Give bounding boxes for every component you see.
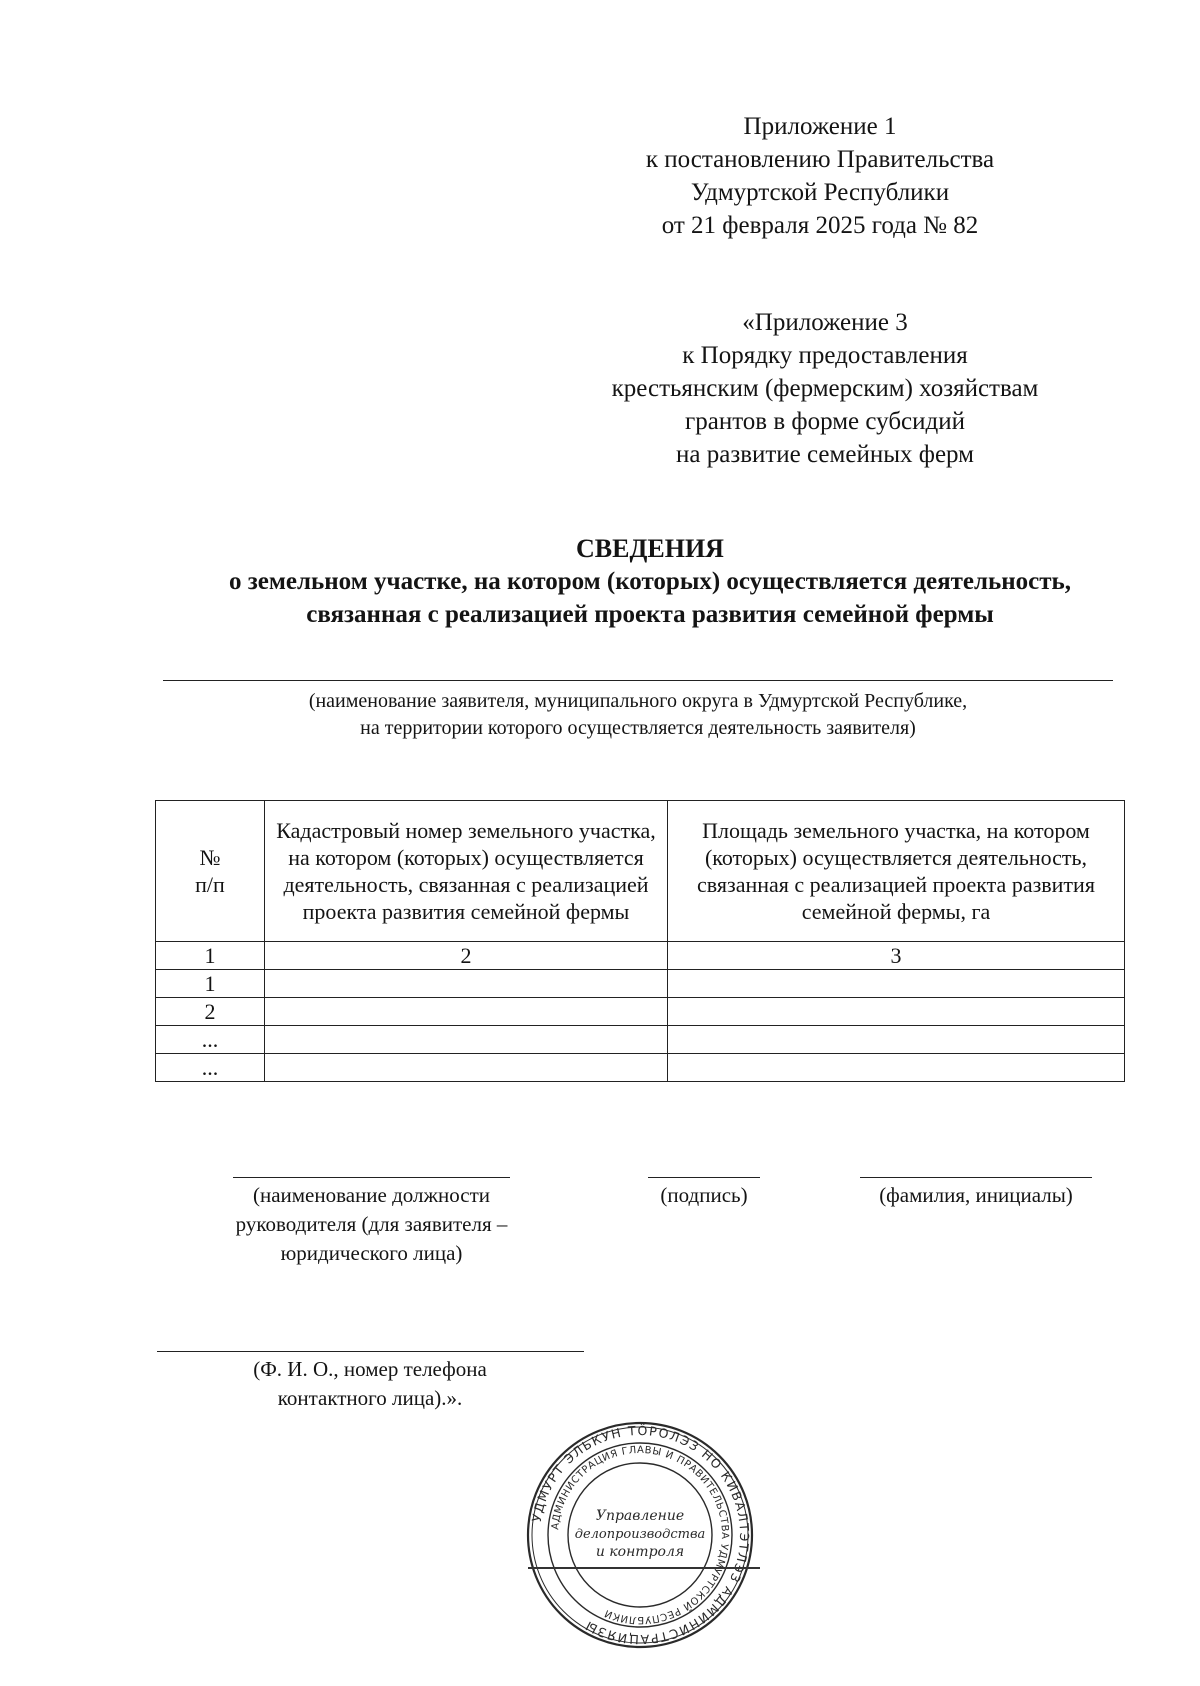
appendix-3-header xyxy=(560,306,1090,471)
title-line-1: о земельном участке, на котором (которых) осуществляется деятельность, xyxy=(229,568,1071,595)
applicant-caption-line-1: (наименование заявителя, муниципального округа в Удмуртской Республике, xyxy=(308,690,968,712)
appendix-1-header xyxy=(570,110,1070,242)
position-caption xyxy=(213,1181,530,1268)
stamp-outer-text: УДМУРТ ЭЛЬКУН ТÖРОЛЭЗ НО КИВАЛТЭТЛЭЗ АДМИНИСТРАЦИЯЗЫ xyxy=(528,1422,753,1648)
row-number-cell: ... xyxy=(156,1026,265,1054)
position-caption-line: юридического лица) xyxy=(280,1241,463,1265)
appendix-3-line: грантов в форме субсидий xyxy=(684,408,966,435)
position-caption-line: (наименование должности xyxy=(252,1183,491,1207)
appendix-1-line: к постановлению Правительства xyxy=(645,146,995,173)
table-row xyxy=(156,970,1125,998)
cadastral-cell xyxy=(265,970,668,998)
appendix-1-line: Приложение 1 xyxy=(743,113,897,140)
appendix-1-line: от 21 февраля 2025 года № 82 xyxy=(661,212,979,239)
title-line-2: связанная с реализацией проекта развития семейной фермы xyxy=(306,601,994,628)
column-number-row xyxy=(156,942,1125,970)
column-number-cell: 2 xyxy=(265,942,668,970)
position-fill-line xyxy=(233,1177,510,1178)
position-caption-line: руководителя (для заявителя – xyxy=(235,1212,508,1236)
table-row xyxy=(156,998,1125,1026)
name-fill-line xyxy=(860,1177,1092,1178)
column-number-cell: 3 xyxy=(668,942,1125,970)
contact-caption-line: (Ф. И. О., номер телефона xyxy=(253,1357,487,1381)
table-row xyxy=(156,1026,1125,1054)
name-caption: (фамилия, инициалы) xyxy=(879,1183,1073,1207)
title-main: СВЕДЕНИЯ xyxy=(576,534,724,563)
header-cadastral-number: Кадастровый номер земельного участка, на котором (которых) осуществляется деятельность, связанная с реализацией проекта развития семейной фермы xyxy=(265,801,668,942)
stamp-center-line: делопроизводства xyxy=(574,1527,706,1542)
table-row xyxy=(156,1054,1125,1082)
appendix-3-line: крестьянским (фермерским) хозяйствам xyxy=(611,375,1039,402)
appendix-1-line: Удмуртской Республики xyxy=(690,179,950,206)
appendix-3-line: на развитие семейных ферм xyxy=(676,441,974,468)
applicant-fill-line xyxy=(163,680,1113,681)
contact-caption-line: контактного лица).». xyxy=(277,1386,463,1410)
stamp-strike-line xyxy=(528,1567,760,1569)
row-number-cell: 2 xyxy=(156,998,265,1026)
contact-fill-line xyxy=(157,1351,584,1352)
column-number-cell: 1 xyxy=(156,942,265,970)
official-stamp xyxy=(525,1420,755,1650)
cadastral-cell xyxy=(265,1026,668,1054)
stamp-inner-text: АДМИНИСТРАЦИЯ ГЛАВЫ И ПРАВИТЕЛЬСТВА УДМУРТСКОЙ РЕСПУБЛИКИ xyxy=(550,1444,731,1626)
appendix-3-line: к Порядку предоставления xyxy=(682,342,968,369)
stamp-center-line: Управление xyxy=(595,1508,685,1524)
appendix-3-line: «Приложение 3 xyxy=(742,309,908,336)
land-plot-table xyxy=(155,800,1125,1082)
document-title xyxy=(100,532,1200,631)
contact-caption xyxy=(210,1355,530,1413)
signature-fill-line xyxy=(648,1177,760,1178)
row-number-cell: 1 xyxy=(156,970,265,998)
area-cell xyxy=(668,1026,1125,1054)
area-cell xyxy=(668,998,1125,1026)
signature-caption: (подпись) xyxy=(660,1183,748,1207)
table-header-row xyxy=(156,801,1125,942)
area-cell xyxy=(668,1054,1125,1082)
header-number xyxy=(156,801,265,942)
cadastral-cell xyxy=(265,1054,668,1082)
applicant-caption-line-2: на территории которого осуществляется деятельность заявителя) xyxy=(360,717,916,739)
row-number-cell: ... xyxy=(156,1054,265,1082)
area-cell xyxy=(668,970,1125,998)
stamp-center-line: и контроля xyxy=(595,1544,685,1560)
applicant-caption xyxy=(163,688,1113,742)
header-number-text: № п/п xyxy=(195,845,225,897)
header-area: Площадь земельного участка, на котором (которых) осуществляется деятельность, связанная с реализацией проекта развития семейной фермы, га xyxy=(668,801,1125,942)
cadastral-cell xyxy=(265,998,668,1026)
